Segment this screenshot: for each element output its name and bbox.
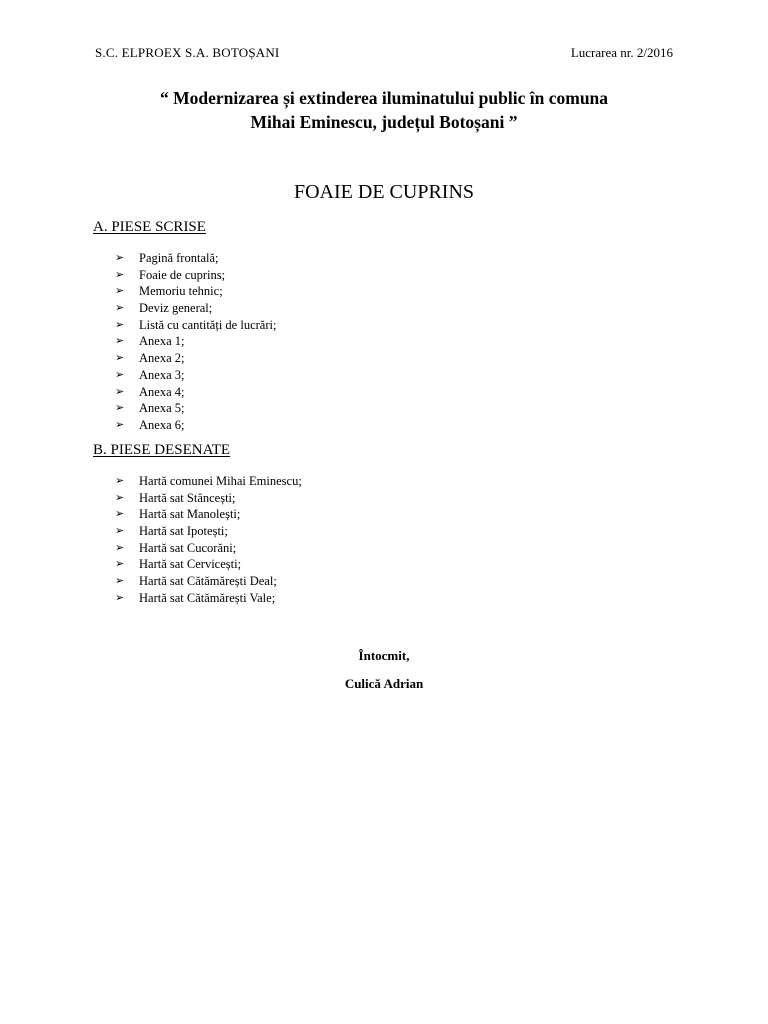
company-name: S.C. ELPROEX S.A. BOTOȘANI <box>95 45 280 60</box>
project-title-line-1: “ Modernizarea și extinderea iluminatului public în comuna <box>159 88 609 108</box>
list-item-label: Anexa 5; <box>139 401 185 416</box>
arrow-bullet-icon: ➢ <box>115 367 125 381</box>
list-item-label: Anexa 1; <box>139 334 185 349</box>
list-item-label: Foaie de cuprins; <box>139 267 226 282</box>
list-item-label: Hartă sat Stâncești; <box>139 490 236 505</box>
section-heading-drawn-parts: B. PIESE DESENATE <box>93 442 231 458</box>
list-item-label: Hartă sat Cervicești; <box>139 557 242 572</box>
signature-role: Întocmit, <box>358 648 410 663</box>
arrow-bullet-icon: ➢ <box>115 540 125 554</box>
list-item-label: Hartă sat Manolești; <box>139 507 241 522</box>
arrow-bullet-icon: ➢ <box>115 574 125 588</box>
arrow-bullet-icon: ➢ <box>115 557 125 571</box>
arrow-bullet-icon: ➢ <box>115 334 125 348</box>
list-item-label: Hartă sat Ipotești; <box>139 524 228 539</box>
arrow-bullet-icon: ➢ <box>115 524 125 538</box>
toc-heading: FOAIE DE CUPRINS <box>293 181 475 203</box>
list-item-label: Anexa 6; <box>139 417 185 432</box>
arrow-bullet-icon: ➢ <box>115 267 125 281</box>
arrow-bullet-icon: ➢ <box>115 417 125 431</box>
list-item-label: Hartă sat Cătămărești Vale; <box>139 590 276 605</box>
arrow-bullet-icon: ➢ <box>115 284 125 298</box>
list-item-label: Memoriu tehnic; <box>139 284 223 299</box>
list-item-label: Anexa 3; <box>139 367 185 382</box>
signature-name: Culică Adrian <box>344 676 424 691</box>
arrow-bullet-icon: ➢ <box>115 401 125 415</box>
list-item-label: Anexa 4; <box>139 384 185 399</box>
arrow-bullet-icon: ➢ <box>115 384 125 398</box>
list-item-label: Listă cu cantități de lucrări; <box>139 317 277 332</box>
arrow-bullet-icon: ➢ <box>115 490 125 504</box>
list-item-label: Hartă sat Cătămărești Deal; <box>139 574 277 589</box>
list-item-label: Hartă comunei Mihai Eminescu; <box>139 474 302 488</box>
list-item-label: Pagină frontală; <box>139 251 219 265</box>
arrow-bullet-icon: ➢ <box>115 251 125 264</box>
list-item-label: Hartă sat Cucorăni; <box>139 540 237 555</box>
arrow-bullet-icon: ➢ <box>115 317 125 331</box>
arrow-bullet-icon: ➢ <box>115 507 125 521</box>
list-item-label: Anexa 2; <box>139 351 185 366</box>
work-reference: Lucrarea nr. 2/2016 <box>570 45 673 60</box>
list-item-label: Deviz general; <box>139 301 213 316</box>
project-title-line-2: Mihai Eminescu, județul Botoșani ” <box>250 112 518 132</box>
arrow-bullet-icon: ➢ <box>115 590 125 604</box>
arrow-bullet-icon: ➢ <box>115 301 125 315</box>
section-heading-written-parts: A. PIESE SCRISE <box>93 219 206 235</box>
arrow-bullet-icon: ➢ <box>115 474 125 487</box>
arrow-bullet-icon: ➢ <box>115 351 125 365</box>
